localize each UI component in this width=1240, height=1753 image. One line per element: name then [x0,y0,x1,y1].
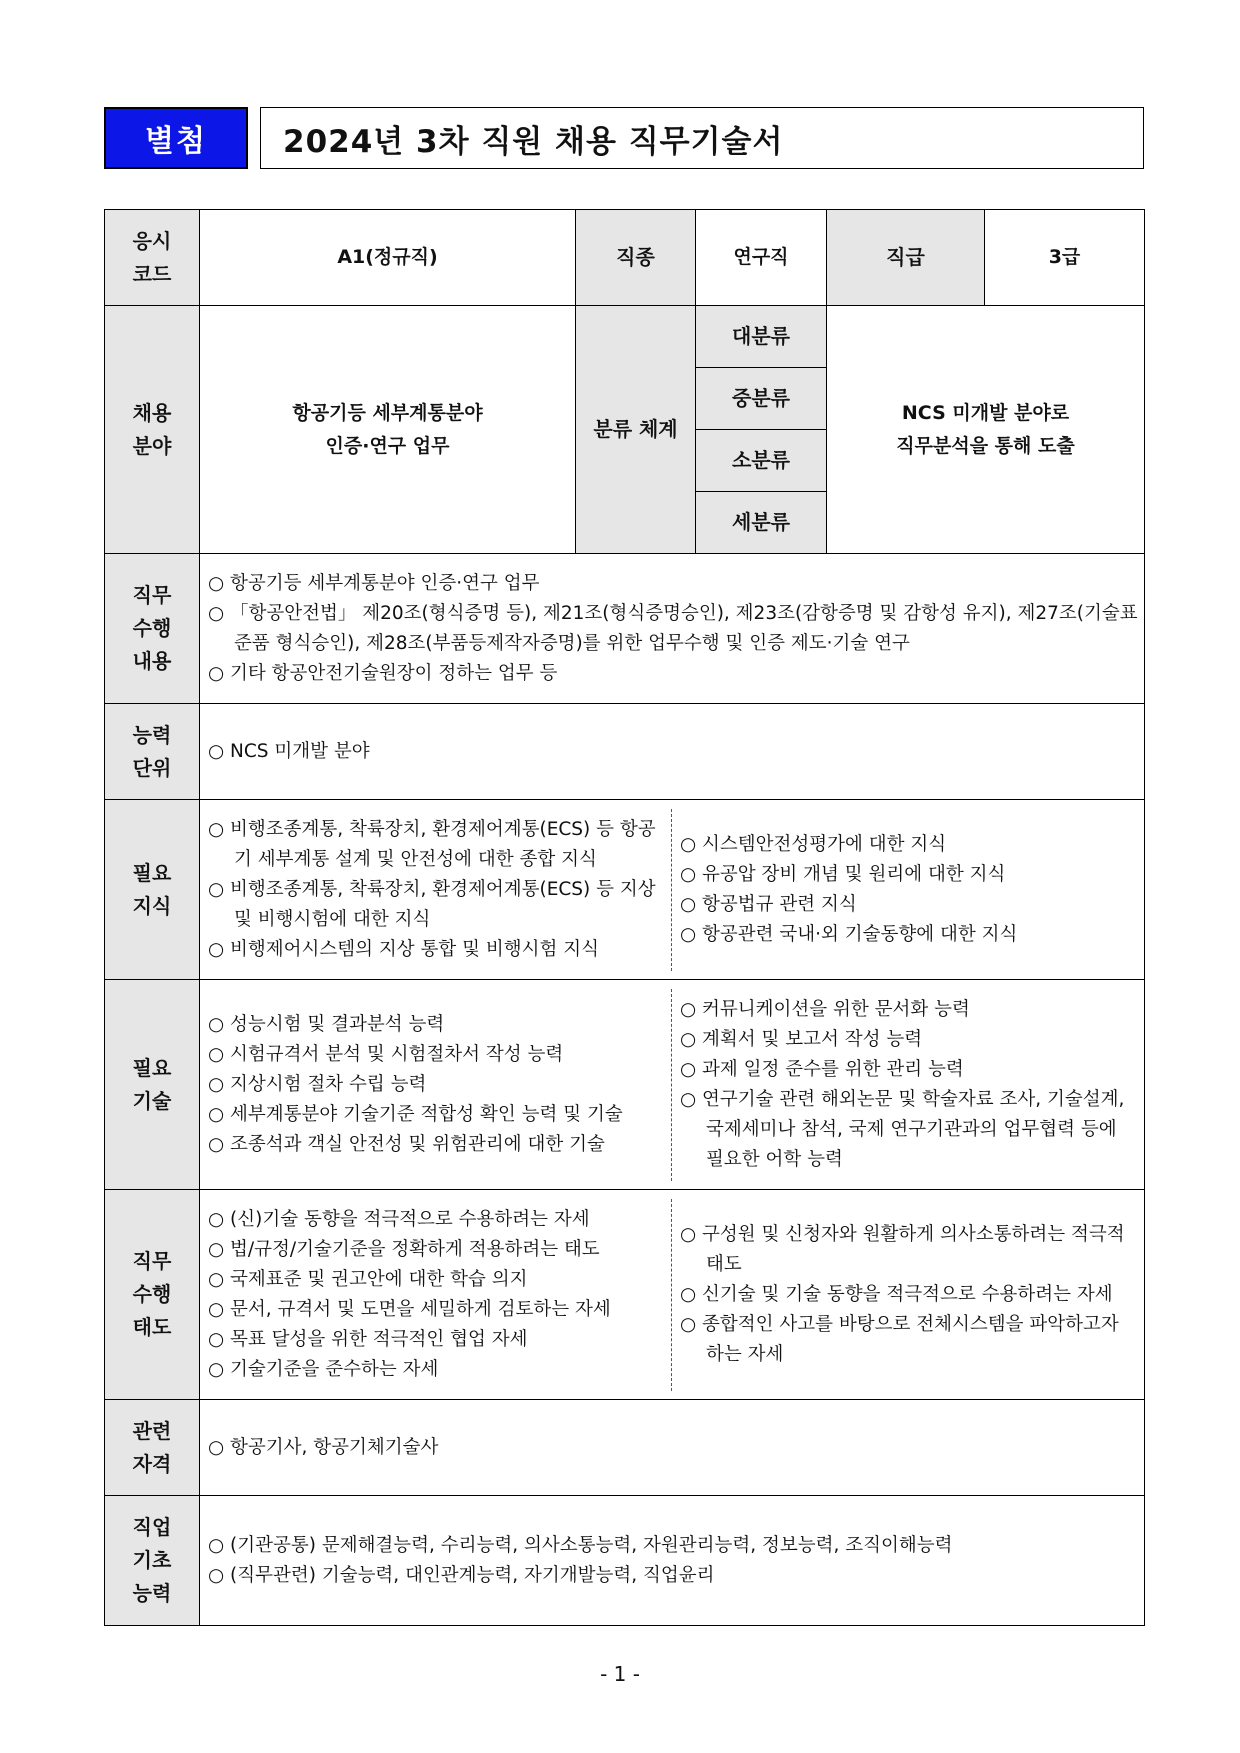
certs-label: 관련 자격 [105,1400,200,1496]
duties-content [200,554,1145,704]
skills-right [672,989,1144,1181]
attachment-tag: 별첨 [104,107,248,169]
list-item: ○ 종합적인 사고를 바탕으로 전체시스템을 파악하고자 하는 자세 [680,1313,1119,1365]
list-item: ○ 항공기등 세부계통분야 인증·연구 업무 [208,572,540,594]
list-item: ○ 기술기준을 준수하는 자세 [208,1358,439,1380]
duties-label: 직무 수행 내용 [105,554,200,704]
class-major: 대분류 [696,306,827,368]
attitude-content [200,1190,1145,1400]
ncs-note: NCS 미개발 분야로 직무분석을 통해 도출 [827,306,1145,554]
list-item: ○ 구성원 및 신청자와 원활하게 의사소통하려는 적극적 태도 [680,1223,1125,1275]
list-item: ○ 성능시험 및 결과분석 능력 [208,1013,445,1035]
list-item: ○ 항공법규 관련 지식 [680,893,857,915]
knowledge-label: 필요 지식 [105,800,200,980]
attitude-right [672,1199,1144,1391]
list-item: ○ 시험규격서 분석 및 시험절차서 작성 능력 [208,1043,564,1065]
list-item: ○ 항공관련 국내·외 기술동향에 대한 지식 [680,923,1018,945]
skills-left [200,989,672,1181]
knowledge-content [200,800,1145,980]
code-value: A1(정규직) [200,210,576,306]
list-item: ○ 과제 일정 준수를 위한 관리 능력 [680,1058,964,1080]
list-item: ○ 시스템안전성평가에 대한 지식 [680,833,947,855]
list-item: ○ 항공기사, 항공기체기술사 [208,1436,439,1458]
attitude-left [200,1199,672,1391]
list-item: ○ 기타 항공안전기술원장이 정하는 업무 등 [208,662,558,684]
list-item: ○ 세부계통분야 기술기준 적합성 확인 능력 및 기술 [208,1103,623,1125]
kind-value: 연구직 [696,210,827,306]
list-item: ○ 목표 달성을 위한 적극적인 협업 자세 [208,1328,528,1350]
list-item: ○ 신기술 및 기술 동향을 적극적으로 수용하려는 자세 [680,1283,1113,1305]
document-title: 2024년 3차 직원 채용 직무기술서 [260,107,1144,169]
knowledge-left [200,809,672,971]
units-content [200,704,1145,800]
list-item: ○ 커뮤니케이션을 위한 문서화 능력 [680,998,970,1020]
list-item: ○ 법/규정/기술기준을 정확하게 적용하려는 태도 [208,1238,600,1260]
field-label: 채용 분야 [105,306,200,554]
list-item: ○ 문서, 규격서 및 도면을 세밀하게 검토하는 자세 [208,1298,611,1320]
code-label: 응시 코드 [105,210,200,306]
page-number: - 1 - [600,1662,640,1686]
list-item: ○ 비행제어시스템의 지상 통합 및 비행시험 지식 [208,938,599,960]
list-item: ○ 지상시험 절차 수립 능력 [208,1073,427,1095]
basics-label: 직업 기초 능력 [105,1496,200,1626]
job-description-table [104,209,1145,1626]
list-item: ○ 비행조종계통, 착륙장치, 환경제어계통(ECS) 등 항공기 세부계통 설계 및 안전성에 대한 종합 지식 [208,818,656,870]
class-middle: 중분류 [696,368,827,430]
list-item: ○ (직무관련) 기술능력, 대인관계능력, 자기개발능력, 직업윤리 [208,1564,715,1586]
skills-label: 필요 기술 [105,980,200,1190]
class-minor: 소분류 [696,430,827,492]
document-header [104,107,1144,169]
grade-value: 3급 [985,210,1145,306]
list-item: ○ 유공압 장비 개념 및 원리에 대한 지식 [680,863,1006,885]
classification-label: 분류 체계 [576,306,696,554]
list-item: ○ 연구기술 관련 해외논문 및 학술자료 조사, 기술설계, 국제세미나 참석, 국제 연구기관과의 업무협력 등에 필요한 어학 능력 [680,1088,1125,1170]
list-item: ○ (신)기술 동향을 적극적으로 수용하려는 자세 [208,1208,590,1230]
attitude-label: 직무 수행 태도 [105,1190,200,1400]
basics-content [200,1496,1145,1626]
class-detail: 세분류 [696,492,827,554]
grade-label: 직급 [827,210,985,306]
list-item: ○ (기관공통) 문제해결능력, 수리능력, 의사소통능력, 자원관리능력, 정보능력, 조직이해능력 [208,1534,953,1556]
list-item: ○ 국제표준 및 권고안에 대한 학습 의지 [208,1268,528,1290]
list-item: ○ 계획서 및 보고서 작성 능력 [680,1028,923,1050]
list-item: ○ 조종석과 객실 안전성 및 위험관리에 대한 기술 [208,1133,605,1155]
list-item: ○ 비행조종계통, 착륙장치, 환경제어계통(ECS) 등 지상 및 비행시험에 대한 지식 [208,878,656,930]
list-item: ○ NCS 미개발 분야 [208,740,370,762]
knowledge-right [672,809,1144,971]
list-item: ○ 「항공안전법」 제20조(형식증명 등), 제21조(형식증명승인), 제23조(감항증명 및 감항성 유지), 제27조(기술표준품 형식승인), 제28조(부품등제작자증명)를 위한 업무수행 및 인증 제도·기술 연구 [208,602,1138,654]
units-label: 능력 단위 [105,704,200,800]
certs-content [200,1400,1145,1496]
kind-label: 직종 [576,210,696,306]
skills-content [200,980,1145,1190]
field-value: 항공기등 세부계통분야 인증·연구 업무 [200,306,576,554]
